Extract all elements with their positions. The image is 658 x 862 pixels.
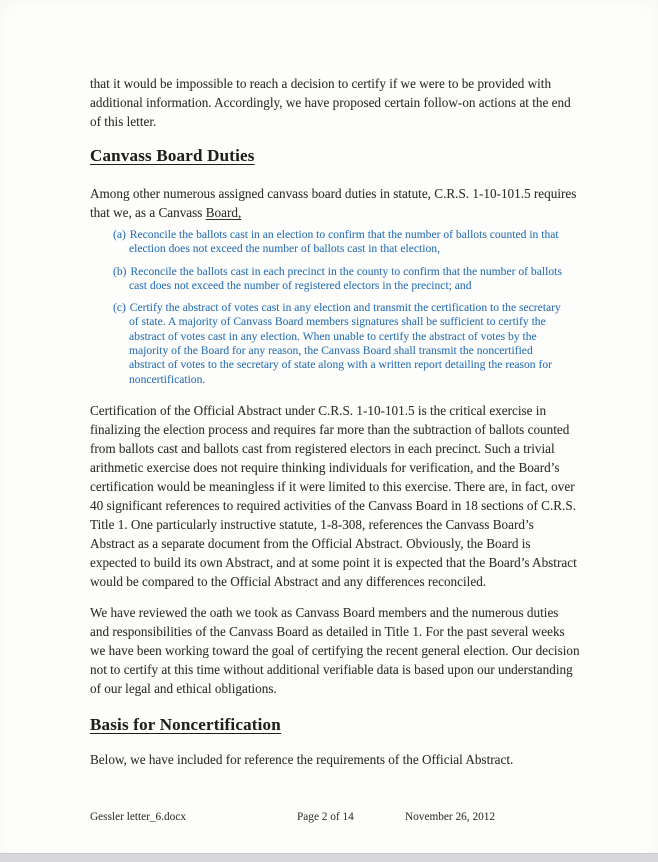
letter-body <box>90 74 580 769</box>
statute-item-a <box>113 228 562 257</box>
footer-filename: Gessler letter_6.docx <box>90 811 186 823</box>
footer-date: November 26, 2012 <box>405 811 496 823</box>
lead-text: Among other numerous assigned canvass board duties in statute, C.R.S. 1-10-101.5 requires that we, as a Canvass <box>90 186 577 220</box>
canvass-lead-paragraph <box>90 184 580 222</box>
heading-canvass-board-duties: Canvass Board Duties <box>90 146 255 165</box>
statute-item-c <box>113 301 562 387</box>
statute-item-a-text: Reconcile the ballots cast in an election to confirm that the number of ballots counted in that election does not exceed the number of ballots cast in that election, <box>129 228 559 256</box>
statute-item-a-marker: (a) <box>113 228 126 241</box>
statute-quotation-list <box>90 228 580 387</box>
certification-paragraph: Certification of the Official Abstract under C.R.S. 1-10-101.5 is the critical exercise in finalizing the election process and requires far more than the subtraction of ballots counted from ballots cast and ballots cast from registered electors in each precinct. Such a trivial arithmetic exercise does not require thinking individuals for verification, and the Board’s certification would be meaningless if it were limited to this exercise. There are, in fact, over 40 significant references to required activities of the Canvass Board in 18 sections of C.R.S. Title 1. One particularly instructive statute, 1-8-308, references the Canvass Board’s Abstract as a separate document from the Official Abstract. Obviously, the Board is expected to build its own Abstract, and at some point it is expected that the Board’s Abstract would be compared to the Official Abstract and any differences reconciled. <box>90 402 577 589</box>
footer-page-indicator: Page 2 of 14 <box>297 811 354 823</box>
intro-paragraph: that it would be impossible to reach a decision to certify if we were to be provided with additional information. Accordingly, we have proposed certain follow-on actions at the end of this letter. <box>90 76 571 129</box>
lead-underlined-word: Board, <box>205 205 242 220</box>
statute-item-c-text: Certify the abstract of votes cast in any election and transmit the certification to the secretary of state. A majority of Canvass Board members signatures shall be sufficient to certify the abstract of votes cast in any election. When unable to certify the abstract of votes by the majority of the Board for any reason, the Canvass Board shall transmit the noncertified abstract of votes to the secretary of state along with a written report detailing the reason for noncertification. <box>129 301 561 386</box>
statute-item-b-text: Reconcile the ballots cast in each precinct in the county to confirm that the number of ballots cast does not exceed the number of registered electors in the precinct; and <box>129 264 562 292</box>
heading-basis-for-noncertification: Basis for Noncertification <box>90 714 281 734</box>
statute-item-b <box>113 265 562 294</box>
scan-edge <box>0 853 658 862</box>
statute-item-b-marker: (b) <box>113 264 127 278</box>
below-reference-paragraph: Below, we have included for reference the requirements of the Official Abstract. <box>90 751 514 767</box>
statute-item-c-marker: (c) <box>113 301 126 315</box>
oath-paragraph: We have reviewed the oath we took as Canvass Board members and the numerous duties and responsibilities of the Canvass Board as detailed in Title 1. For the past several weeks we have been working toward the goal of certifying the recent general election. Our decision not to certify at this time without additional verifiable data is based upon our understanding of our legal and ethical obligations. <box>90 604 580 696</box>
